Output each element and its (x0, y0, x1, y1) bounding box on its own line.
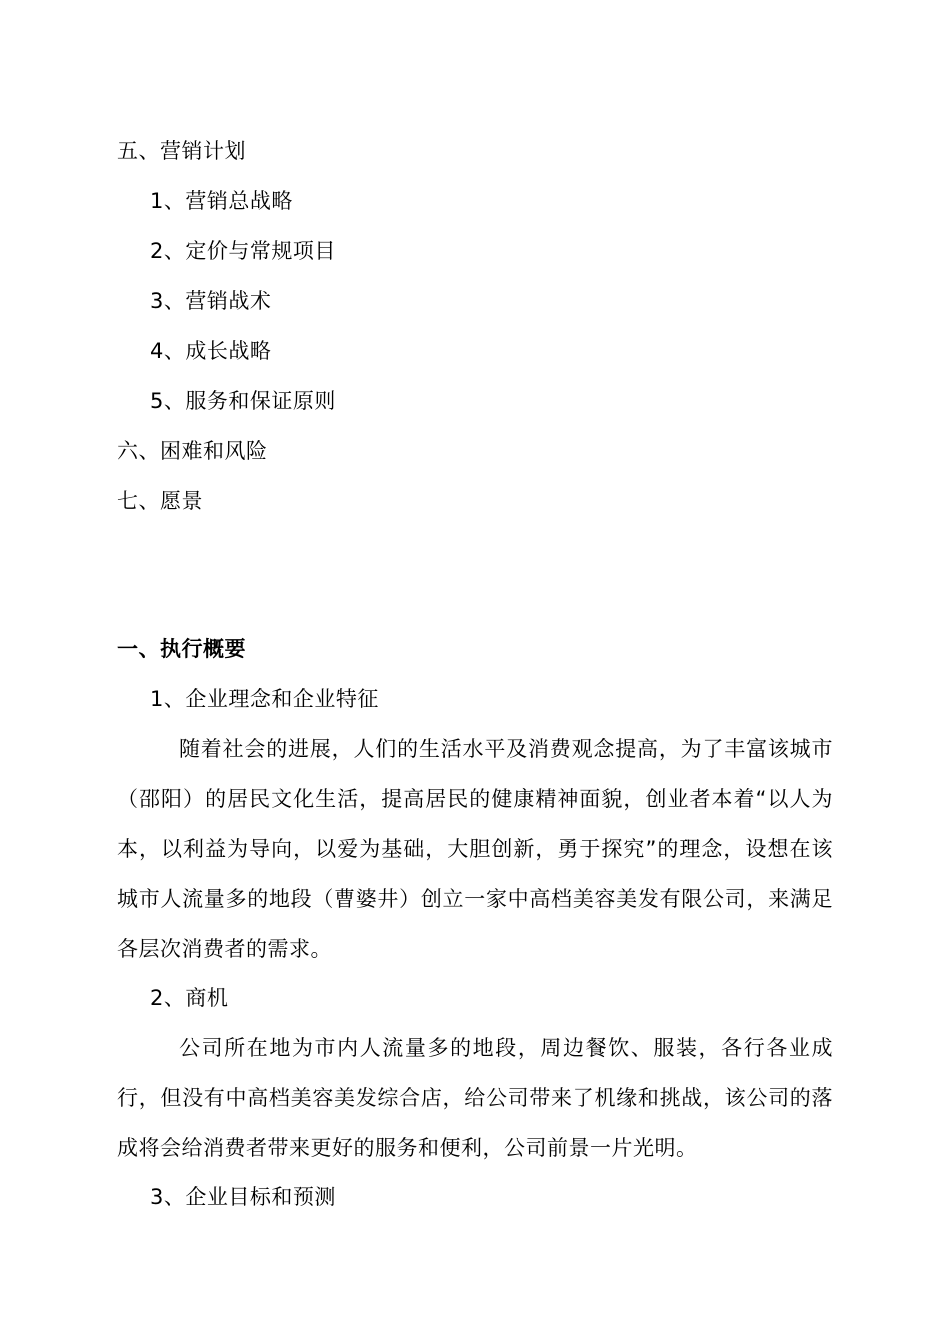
paragraph-opportunity: 公司所在地为市内人流量多的地段，周边餐饮、服装，各行各业成行，但没有中高档美容美发综合店，给公司带来了机缘和挑战，该公司的落成将会给消费者带来更好的服务和便利，公司前景一片光明。 (117, 1036, 833, 1160)
toc-item-vision: 七、愿景 (117, 489, 203, 513)
toc-item-marketing-tactics: 3、营销战术 (150, 289, 272, 313)
toc-item-growth-strategy: 4、成长战略 (150, 339, 272, 363)
toc-item-pricing: 2、定价与常规项目 (150, 239, 336, 263)
subsection-heading-opportunity: 2、商机 (150, 986, 229, 1010)
toc-item-service-principle: 5、服务和保证原则 (150, 389, 336, 413)
section-heading: 一、执行概要 (117, 637, 246, 661)
subsection-heading-goals: 3、企业目标和预测 (150, 1185, 336, 1209)
toc-item-marketing-plan: 五、营销计划 (117, 139, 246, 163)
paragraph-philosophy: 随着社会的进展，人们的生活水平及消费观念提高，为了丰富该城市（邵阳）的居民文化生活，提高居民的健康精神面貌，创业者本着“以人为本，以利益为导向，以爱为基础，大胆创新，勇于探究”的理念，设想在该城市人流量多的地段（曹婆井）创立一家中高档美容美发有限公司，来满足各层次消费者的需求。 (117, 737, 833, 961)
toc-item-difficulties-risks: 六、困难和风险 (117, 439, 268, 463)
toc-item-marketing-strategy: 1、营销总战略 (150, 189, 293, 213)
subsection-heading-philosophy: 1、企业理念和企业特征 (150, 687, 379, 711)
